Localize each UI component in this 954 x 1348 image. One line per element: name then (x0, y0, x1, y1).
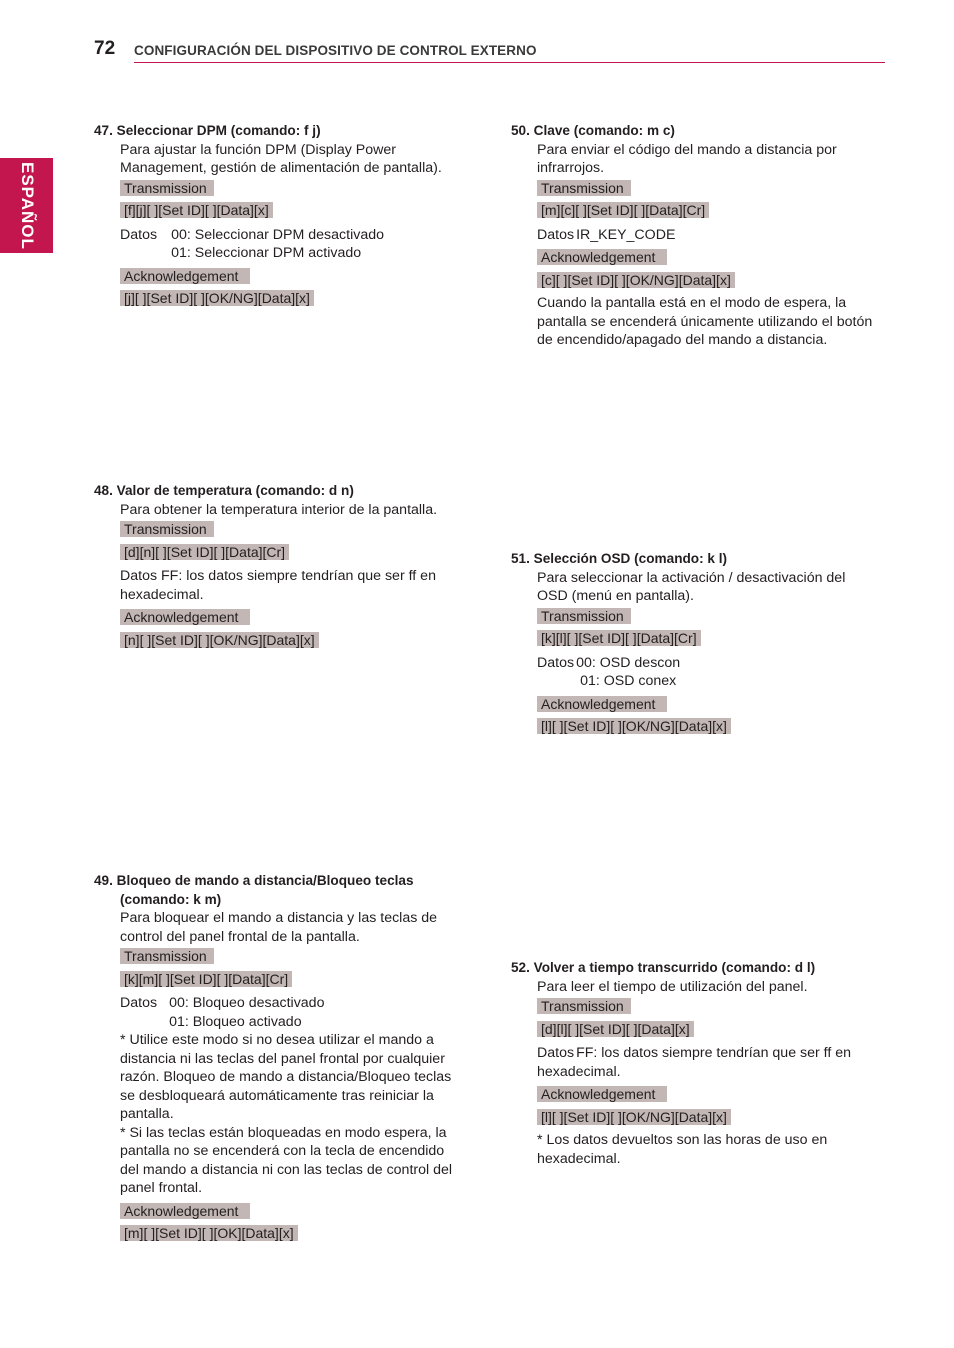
section-description: Management, gestión de alimentación de pantalla). (120, 160, 442, 176)
section-description: infrarrojos. (537, 160, 605, 176)
section-description: Para enviar el código del mando a distancia por (537, 141, 837, 158)
section-title: 52. Volver a tiempo transcurrido (comando: d l) (511, 960, 816, 975)
section-title: (comando: k m) (120, 891, 222, 907)
data-label: Datos (120, 226, 158, 243)
transmission-label: Transmission (120, 948, 214, 964)
acknowledgement-label: Acknowledgement (537, 1086, 667, 1102)
transmission-code: [m][c][ ][Set ID][ ][Data][Cr] (537, 202, 709, 218)
data-value: hexadecimal. (120, 586, 204, 603)
section-description: Para obtener la temperatura interior de la pantalla. (120, 501, 438, 518)
data-value: 01: Seleccionar DPM activado (171, 245, 362, 261)
transmission-code: [k][l][ ][Set ID][ ][Data][Cr] (537, 630, 701, 646)
note-line: panel frontal. (120, 1180, 203, 1196)
acknowledgement-label: Acknowledgement (120, 268, 250, 284)
data-value: IR_KEY_CODE (576, 226, 676, 243)
transmission-code: [f][j][ ][Set ID][ ][Data][x] (120, 202, 273, 218)
header-divider (134, 62, 885, 63)
data-value: 01: Bloqueo activado (169, 1013, 302, 1030)
data-value: 00: Seleccionar DPM desactivado (171, 226, 384, 243)
section-50 (511, 122, 901, 350)
note-line: * Utilice este modo si no desea utilizar el mando a (120, 1032, 434, 1048)
transmission-label: Transmission (120, 521, 214, 537)
note-line: * Los datos devueltos son las horas de uso en (537, 1132, 828, 1148)
note-line: pantalla no se encenderá con la tecla de encendido (120, 1143, 445, 1159)
section-title: 50. Clave (comando: m c) (511, 123, 675, 138)
section-47 (94, 122, 484, 312)
note-line: * Si las teclas están bloqueadas en modo espera, la (120, 1124, 447, 1141)
acknowledgement-code: [m][ ][Set ID][ ][OK][Data][x] (120, 1225, 298, 1241)
language-side-tab-label: ESPAÑOL (18, 161, 37, 250)
note-line: pantalla se encenderá únicamente utilizando el botón (537, 313, 873, 330)
section-title: 49. Bloqueo de mando a distancia/Bloqueo teclas (94, 873, 414, 888)
acknowledgement-code: [c][ ][Set ID][ ][OK/NG][Data][x] (537, 272, 735, 288)
data-label: Datos (120, 995, 158, 1011)
data-value: Datos FF: los datos siempre tendrían que ser ff en (120, 568, 436, 584)
data-value: FF: los datos siempre tendrían que ser ff en (576, 1045, 852, 1061)
note-line: del mando a distancia ni con las teclas de control del (120, 1161, 453, 1178)
data-value: hexadecimal. (537, 1063, 621, 1080)
acknowledgement-code: [l][ ][Set ID][ ][OK/NG][Data][x] (537, 1109, 731, 1125)
note-line: hexadecimal. (537, 1150, 621, 1167)
transmission-label: Transmission (537, 180, 631, 196)
acknowledgement-code: [l][ ][Set ID][ ][OK/NG][Data][x] (537, 718, 731, 734)
data-value: 01: OSD conex (580, 673, 677, 689)
data-label: Datos (537, 226, 575, 243)
data-value: 00: OSD descon (576, 654, 681, 671)
acknowledgement-label: Acknowledgement (537, 249, 667, 265)
note-line: se desbloqueará automáticamente tras reiniciar la (120, 1087, 434, 1104)
section-52 (511, 959, 901, 1168)
acknowledgement-label: Acknowledgement (537, 696, 667, 712)
data-label: Datos (537, 1045, 575, 1061)
section-title: 48. Valor de temperatura (comando: d n) (94, 483, 354, 498)
section-title: 51. Selección OSD (comando: k l) (511, 551, 728, 566)
transmission-label: Transmission (537, 608, 631, 624)
page-header-title: CONFIGURACIÓN DEL DISPOSITIVO DE CONTROL EXTERNO (134, 43, 537, 58)
transmission-code: [d][l][ ][Set ID][ ][Data][x] (537, 1021, 694, 1037)
data-value: 00: Bloqueo desactivado (169, 995, 325, 1011)
note-line: distancia ni las teclas del panel frontal por cualquier (120, 1050, 445, 1067)
acknowledgement-label: Acknowledgement (120, 1203, 250, 1219)
section-description: control del panel frontal de la pantalla. (120, 928, 360, 945)
section-description: Para ajustar la función DPM (Display Power (120, 141, 396, 158)
note-line: pantalla. (120, 1106, 174, 1122)
note-line: Cuando la pantalla está en el modo de espera, la (537, 295, 847, 311)
note-line: de encendido/apagado del mando a distancia. (537, 332, 828, 348)
section-title: 47. Seleccionar DPM (comando: f j) (94, 123, 321, 138)
section-49 (94, 872, 484, 1247)
acknowledgement-label: Acknowledgement (120, 609, 250, 625)
transmission-code: [k][m][ ][Set ID][ ][Data][Cr] (120, 971, 292, 987)
transmission-label: Transmission (537, 998, 631, 1014)
section-description: Para seleccionar la activación / desactivación del (537, 569, 846, 586)
section-48 (94, 482, 484, 653)
transmission-label: Transmission (120, 180, 214, 196)
acknowledgement-code: [n][ ][Set ID][ ][OK/NG][Data][x] (120, 632, 319, 648)
note-line: razón. Bloqueo de mando a distancia/Bloqueo teclas (120, 1069, 452, 1085)
page-number: 72 (94, 38, 116, 59)
data-label: Datos (537, 654, 575, 671)
section-description: OSD (menú en pantalla). (537, 588, 694, 604)
section-description: Para bloquear el mando a distancia y las teclas de (120, 910, 438, 926)
acknowledgement-code: [j][ ][Set ID][ ][OK/NG][Data][x] (120, 290, 314, 306)
section-51 (511, 550, 901, 740)
section-description: Para leer el tiempo de utilización del panel. (537, 978, 808, 995)
transmission-code: [d][n][ ][Set ID][ ][Data][Cr] (120, 544, 289, 560)
